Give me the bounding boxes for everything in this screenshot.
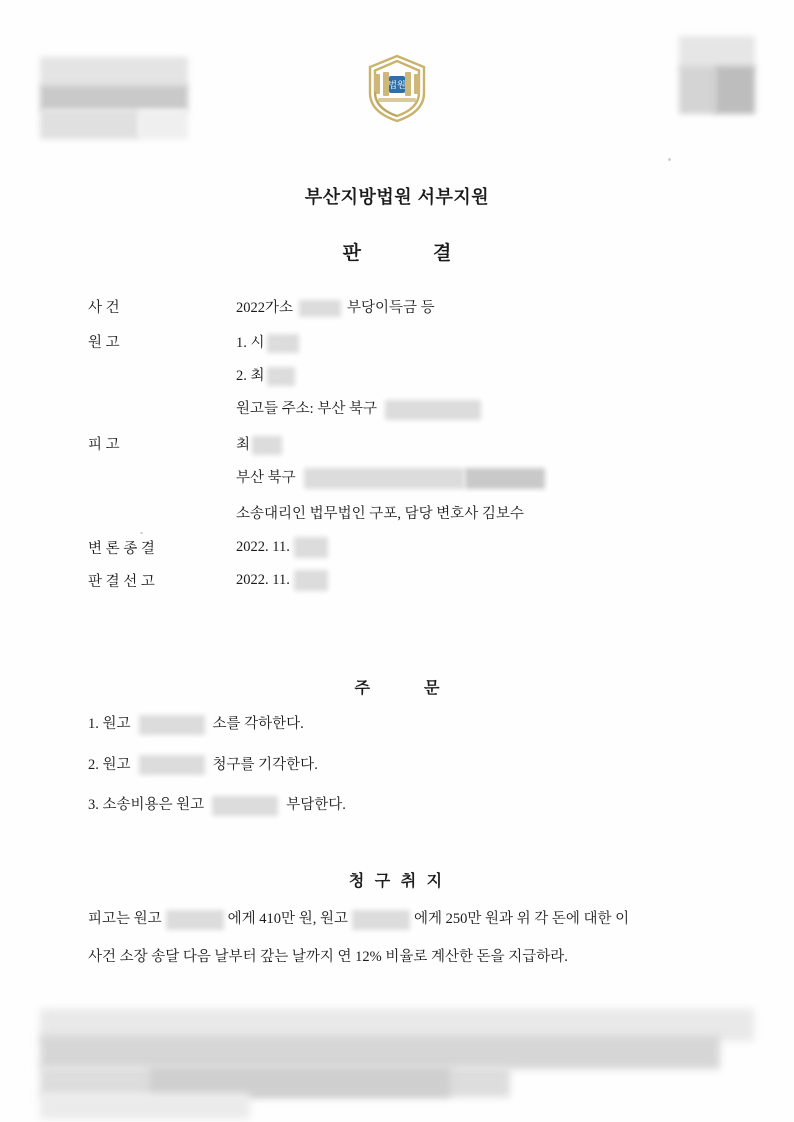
caption-row-defendant (88, 433, 728, 455)
redacted-judgment-day (294, 570, 328, 591)
case-caption (88, 296, 728, 605)
disposition-item-2-prefix: 2. 원고 (88, 756, 131, 773)
closing-value (236, 537, 728, 558)
disposition-item-3-suffix: 부담한다. (286, 797, 346, 814)
emblem-label: 법원 (388, 80, 406, 90)
plaintiff-2 (236, 364, 728, 386)
caption-row-defendant-address (88, 466, 728, 489)
plaintiff-1 (236, 331, 728, 353)
judgment-label: 판 결 선 고 (88, 574, 155, 591)
disposition-item-3 (88, 793, 728, 816)
case-label: 사 건 (88, 300, 120, 316)
redacted-plaintiff-1-name (267, 334, 299, 353)
disposition-heading-right: 문 (424, 680, 440, 697)
scan-speck (668, 158, 671, 161)
disposition-list (88, 712, 728, 834)
defendant-name-text: 최 (236, 437, 251, 454)
scan-speck (140, 532, 143, 534)
redacted-claim-plaintiff-1 (166, 910, 224, 930)
court-name: 부산지방법원 서부지원 (304, 187, 490, 207)
plaintiff-address-text: 원고들 주소: 부산 북구 (236, 401, 377, 418)
redacted-claim-plaintiff-2 (352, 910, 410, 930)
closing-label: 변 론 종 결 (88, 541, 155, 558)
claim-body (88, 900, 718, 976)
claim-line-1-a: 피고는 원고 (88, 911, 162, 927)
caption-row-counsel (88, 502, 728, 524)
redacted-plaintiff-address (385, 400, 481, 420)
defendant-name (236, 433, 728, 455)
caption-row-closing (88, 537, 728, 559)
defendant-label: 피 고 (88, 437, 120, 454)
caption-row-plaintiff-address (88, 397, 728, 420)
defendant-counsel: 소송대리인 법무법인 구포, 담당 변호사 김보수 (236, 506, 524, 523)
plaintiff-label: 원 고 (88, 335, 120, 351)
caption-row-plaintiff-2 (88, 364, 728, 386)
redacted-defendant-address-2 (465, 468, 545, 489)
claim-line-1-b: 에게 410만 원, 원고 (227, 911, 348, 927)
judgment-value (236, 570, 728, 591)
redacted-stamp-left (40, 57, 188, 139)
claim-line-2: 사건 소장 송달 다음 날부터 갚는 날까지 연 12% 비율로 계산한 돈을 지급하라. (88, 949, 568, 965)
redacted-disposition-3-name (212, 796, 278, 816)
redacted-stamp-right (679, 36, 755, 114)
doc-title-left: 판 (342, 243, 361, 264)
case-number-prefix: 2022가소 (236, 300, 294, 316)
redacted-defendant-name (252, 436, 282, 455)
case-value (236, 296, 728, 317)
redacted-defendant-address-1 (304, 468, 464, 489)
redacted-plaintiff-2-name (267, 367, 295, 386)
redacted-closing-day (294, 537, 328, 558)
redacted-case-number (299, 300, 341, 317)
caption-row-case (88, 296, 728, 318)
plaintiff-address (236, 397, 728, 420)
defendant-address (236, 466, 728, 489)
caption-row-plaintiff (88, 331, 728, 353)
disposition-item-3-prefix: 3. 소송비용은 원고 (88, 797, 205, 814)
defendant-address-text: 부산 북구 (236, 470, 296, 487)
claim-heading: 청 구 취 지 (348, 873, 446, 890)
claim-line-1 (88, 900, 718, 938)
disposition-item-1 (88, 712, 728, 735)
redacted-disposition-1-name (139, 715, 205, 735)
redacted-disposition-2-name (139, 755, 205, 775)
redacted-bottom-band (0, 1005, 794, 1117)
claim-line-1-c: 에게 250만 원과 위 각 돈에 대한 이 (413, 911, 630, 927)
disposition-heading-left: 주 (354, 680, 370, 697)
court-emblem-icon (358, 52, 436, 124)
disposition-item-2 (88, 753, 728, 776)
judgment-date-text: 2022. 11. (236, 572, 290, 589)
case-type: 부당이득금 등 (347, 300, 435, 316)
page-title (0, 238, 794, 265)
plaintiff-1-text: 1. 시 (236, 335, 265, 351)
caption-row-judgment (88, 570, 728, 592)
disposition-item-1-prefix: 1. 원고 (88, 716, 131, 732)
disposition-item-2-suffix: 청구를 기각한다. (212, 756, 318, 773)
closing-date-text: 2022. 11. (236, 539, 290, 556)
plaintiff-2-text: 2. 최 (236, 368, 265, 385)
doc-title-right: 결 (433, 243, 452, 264)
disposition-item-1-suffix: 소를 각하한다. (212, 716, 304, 732)
disposition-heading (0, 675, 794, 698)
